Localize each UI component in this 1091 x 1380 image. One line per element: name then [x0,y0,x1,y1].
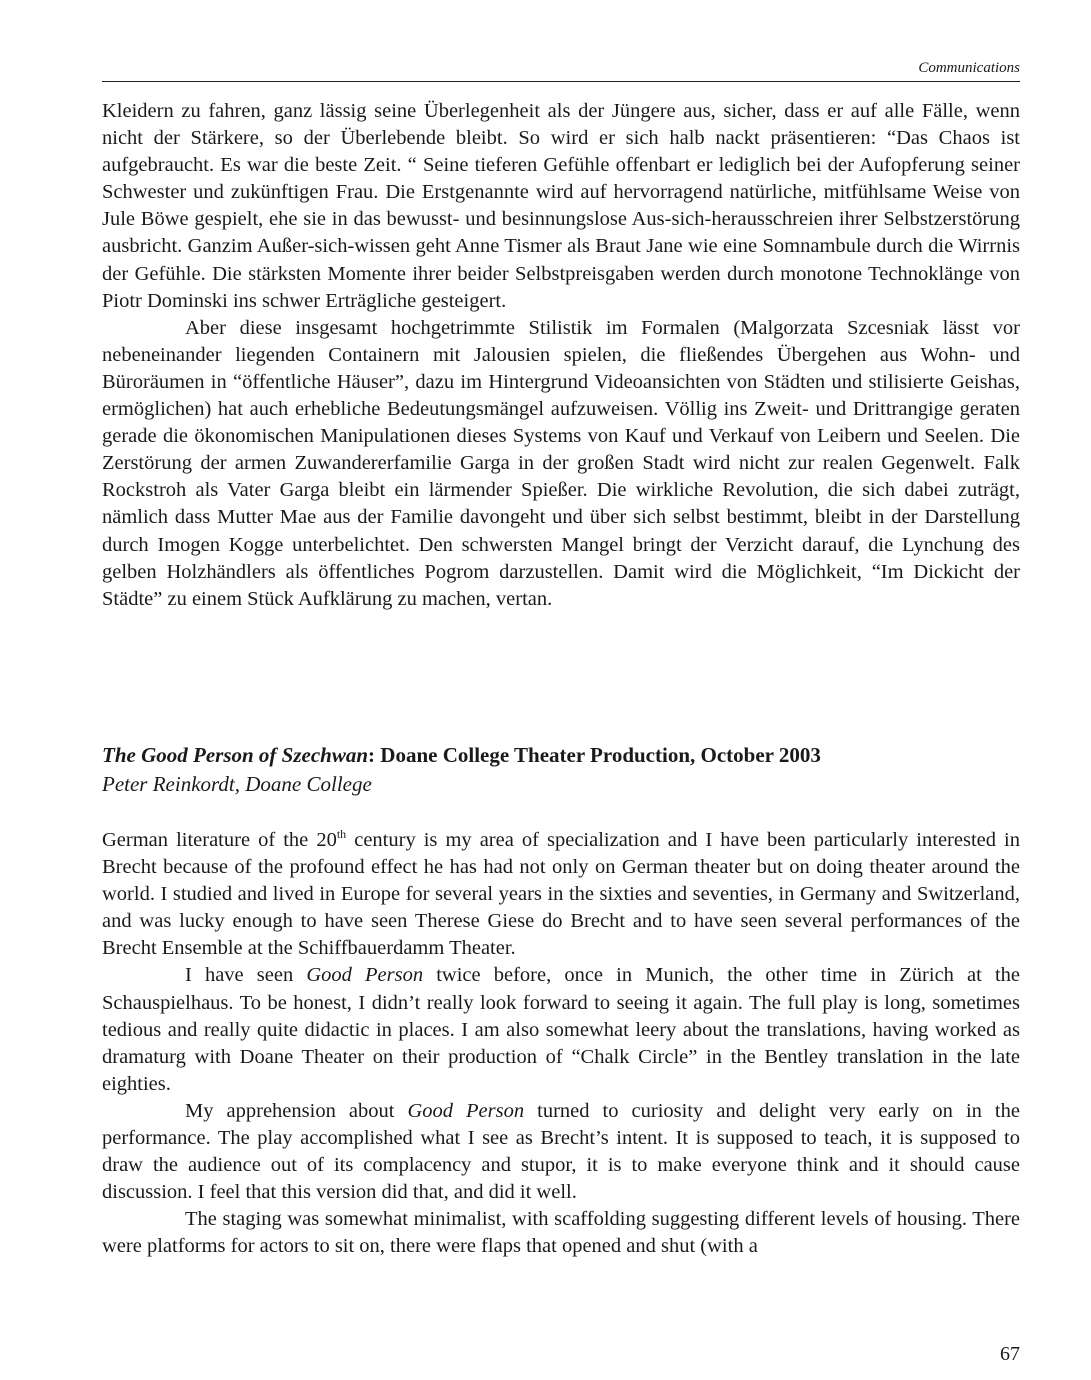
paragraph [102,827,1020,962]
continued-review-text [102,98,1020,613]
play-title: The Good Person of Szechwan [102,743,369,767]
paragraph [102,962,1020,1097]
review-body [102,827,1020,1261]
header-rule [102,81,1020,82]
superscript: th [336,827,347,842]
running-head: Communications [918,60,1020,76]
paragraph [102,1098,1020,1206]
page-number: 67 [1000,1343,1020,1365]
text: century is my area of specialization and I have been particularly interested in Brecht because of the profound effect he has had not only on German theater but on doing theater around the world. I studied and lived in Europe for several years in the sixties and seventies, in Germany and Switzerland, and was lucky enough to have seen Therese Giese do Brecht and to have seen several performances of the Brecht Ensemble at the Schiffbauerdamm Theater. [102,829,1020,960]
text: German literature of the 20 [102,829,337,851]
paragraph: Aber diese insgesamt hochgetrimmte Stilistik im Formalen (Malgorzata Szcesniak lässt vor nebeneinander liegenden Containern mit Jalousien spielen, die fließendes Übergehen aus Wohn- und Büroräumen in “öffentliche Häuser”, dazu im Hintergrund Videoansichten von Städten und stilisierte Geishas, ermöglichen) hat auch erhebliche Bedeutungsmängel aufzuweisen. Völlig ins Zweit- und Drittrangige geraten gerade die ökonomischen Manipulationen dieses Systems von Kauf und Verkauf von Leibern und Seelen. Die Zerstörung der armen Zuwandererfamilie Garga in der großen Stadt wird nicht zur realen Gegenwelt. Falk Rockstroh als Vater Garga bleibt ein lärmender Spießer. Die wirkliche Revolution, die sich dabei zuträgt, nämlich dass Mutter Mae aus der Familie davongeht und über sich selbst bestimmt, bleibt in der Darstellung durch Imogen Kogge unterbelichtet. Den schwersten Mangel bringt der Verzicht darauf, die Lynchung des gelben Holzhändlers als öffentliches Pogrom darzustellen. Damit wird die Möglichkeit, “Im Dickicht der Städte” zu einem Stück Aufklärung zu machen, vertan. [102,316,1020,610]
text: I have seen [185,964,307,987]
review-title [102,741,1020,769]
paragraph: The staging was somewhat minimalist, with scaffolding suggesting different levels of housing. There were platforms for actors to sit on, there were flaps that opened and shut (with a [102,1208,1020,1258]
title-rest: : Doane College Theater Production, October 2003 [368,743,821,767]
text: turned to curiosity and delight very early on in the performance. The play accomplished what I see as Brecht’s intent. It is supposed to teach, it is supposed to draw the audience out of its complacency and stupor, it is to make everyone think and it should cause discussion. I feel that this version did that, and did it well. [102,1099,1020,1204]
play-title-inline: Good Person [306,964,424,987]
review-byline: Peter Reinkordt, Doane College [102,772,372,796]
text: My apprehension about [185,1099,408,1122]
paragraph: Kleidern zu fahren, ganz lässig seine Überlegenheit als der Jüngere aus, sicher, dass er auf alle Fälle, wenn nicht der Stärkere, so der Überlebende bleibt. So wird er sich halb nackt präsentieren: “Das Chaos ist aufgebraucht. Es war die beste Zeit. “ Seine tieferen Gefühle offenbart er lediglich bei der Aufopferung seiner Schwester und zukünftigen Frau. Die Erstgenannte wird auf hervorragend natürliche, mitfühlsame Weise von Jule Böwe gespielt, ehe sie in das bewusst- und besinnungslose Aus-sich-herausschreien ihrer Selbstzerstörung ausbricht. Ganzim Außer-sich-wissen geht Anne Tismer als Braut Jane wie eine Somnambule durch die Wirrnis der Gefühle. Die stärksten Momente ihrer beider Selbstpreisgaben werden durch monotone Technoklänge von Piotr Dominski ins schwer Erträgliche gesteigert. [102,100,1020,312]
text: twice before, once in Munich, the other time in Zürich at the Schauspielhaus. To be honest, I didn’t really look forward to seeing it again. The full play is long, sometimes tedious and really quite didactic in places. I am also somewhat leery about the translations, having worked as dramaturg with Doane Theater on their production of “Chalk Circle” in the Bentley translation in the late eighties. [102,964,1020,1095]
play-title-inline: Good Person [407,1099,525,1122]
